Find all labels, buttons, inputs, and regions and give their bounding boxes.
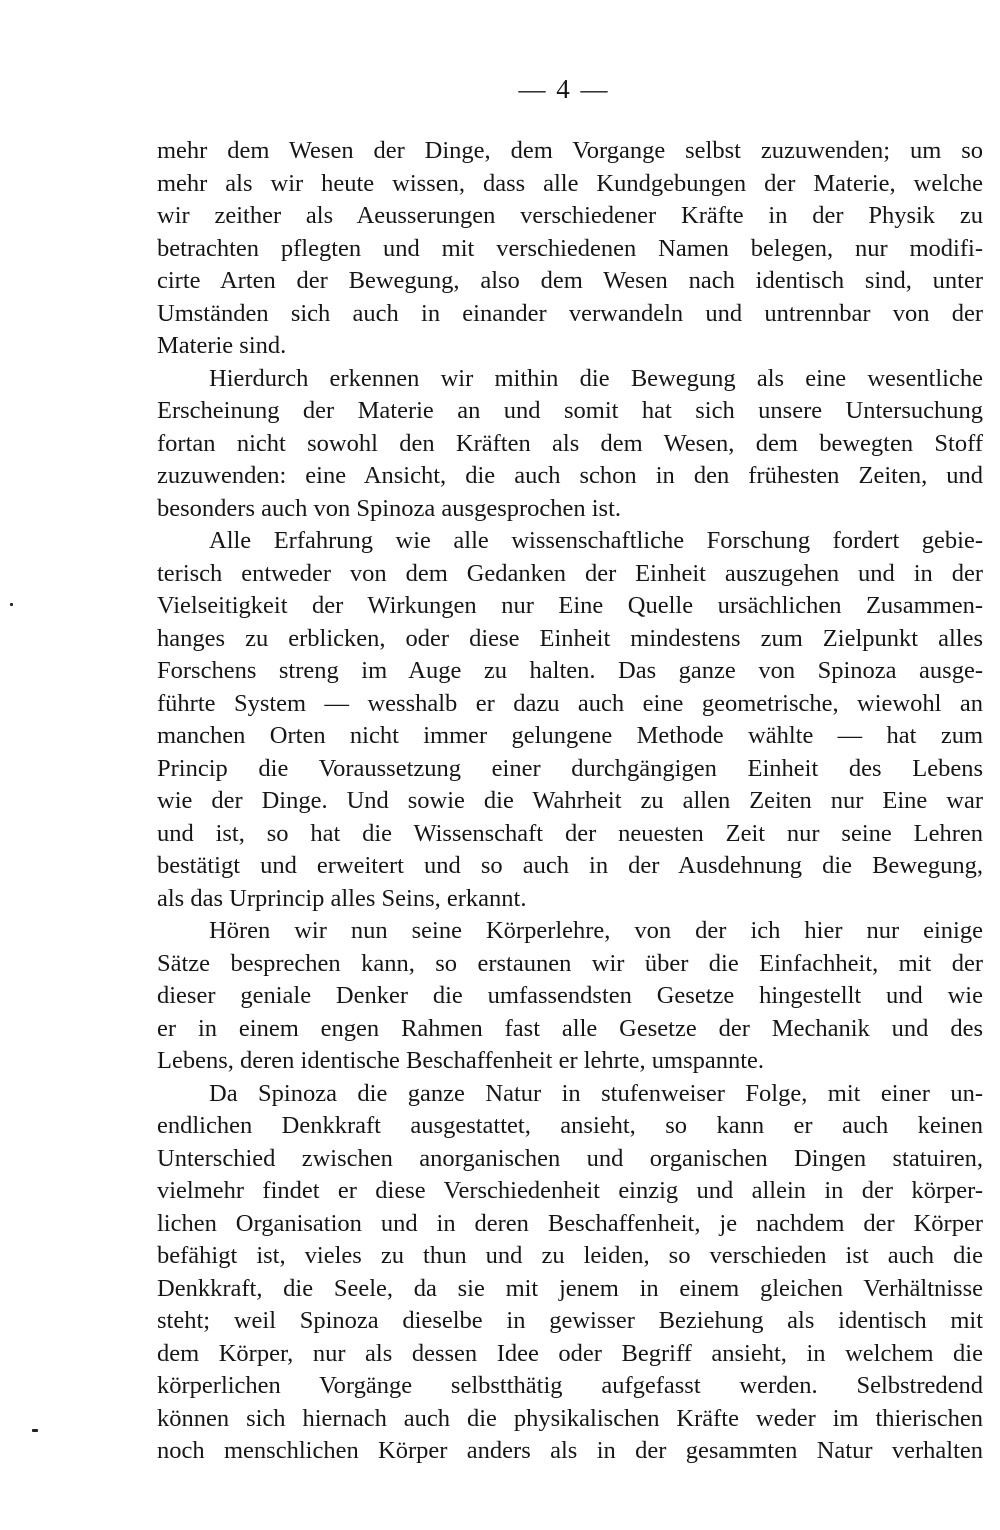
text-line: er in einem engen Rahmen fast alle Gesetze der Mechanik und des	[157, 1014, 983, 1042]
text-line: besonders auch von Spinoza ausgesprochen ist.	[157, 494, 622, 522]
body-text	[157, 135, 983, 1468]
text-line: wir zeither als Aeusserungen verschiedener Kräfte in der Physik zu	[157, 202, 983, 229]
text-line: befähigt ist, vieles zu thun und zu leiden, so verschieden ist auch die	[157, 1242, 983, 1269]
text-line: Umständen sich auch in einander verwandeln und untrennbar von der	[157, 299, 983, 327]
text-line: Da Spinoza die ganze Natur in stufenweiser Folge, mit einer un-	[209, 1079, 983, 1107]
text-line: noch menschlichen Körper anders als in der gesammten Natur verhalten	[157, 1437, 983, 1464]
text-line: fortan nicht sowohl den Kräften als dem Wesen, dem bewegten Stoff	[157, 429, 983, 457]
text-line: körperlichen Vorgänge selbstthätig aufgefasst werden. Selbstredend	[157, 1372, 983, 1399]
text-line: Erscheinung der Materie an und somit hat sich unsere Untersuchung	[157, 397, 983, 424]
text-line: hanges zu erblicken, oder diese Einheit mindestens zum Zielpunkt alles	[157, 624, 983, 652]
text-line: Unterschied zwischen anorganischen und organischen Dingen statuiren,	[157, 1144, 983, 1172]
text-line: Sätze besprechen kann, so erstaunen wir über die Einfachheit, mit der	[157, 949, 983, 977]
text-line: dieser geniale Denker die umfassendsten Gesetze hingestellt und wie	[157, 982, 983, 1009]
text-line: steht; weil Spinoza dieselbe in gewisser Beziehung als identisch mit	[157, 1307, 983, 1334]
text-line: vielmehr findet er diese Verschiedenheit einzig und allein in der körper-	[157, 1177, 983, 1204]
text-line: können sich hiernach auch die physikalischen Kräfte weder im thierischen	[157, 1404, 983, 1432]
text-line: betrachten pflegten und mit verschiedenen Namen belegen, nur modifi-	[157, 234, 983, 262]
text-line: dem Körper, nur als dessen Idee oder Begriff ansieht, in welchem die	[157, 1339, 983, 1367]
text-line: mehr dem Wesen der Dinge, dem Vorgange selbst zuzuwenden; um so	[157, 137, 983, 164]
text-line: als das Urprincip alles Seins, erkannt.	[157, 884, 527, 912]
text-line: Lebens, deren identische Beschaffenheit er lehrte, umspannte.	[157, 1047, 765, 1074]
page-number: — 4 —	[518, 74, 610, 104]
text-line: mehr als wir heute wissen, dass alle Kundgebungen der Materie, welche	[157, 169, 983, 197]
text-line: manchen Orten nicht immer gelungene Methode wählte — hat zum	[157, 722, 983, 749]
text-line: cirte Arten der Bewegung, also dem Wesen nach identisch sind, unter	[157, 267, 983, 294]
text-line: Hierdurch erkennen wir mithin die Bewegung als eine wesentliche	[209, 364, 983, 392]
text-line: endlichen Denkkraft ausgestattet, ansieht, so kann er auch keinen	[157, 1112, 983, 1139]
text-line: Denkkraft, die Seele, da sie mit jenem in einem gleichen Verhältnisse	[157, 1274, 983, 1302]
text-line: Materie sind.	[157, 332, 287, 359]
text-line: terisch entweder von dem Gedanken der Einheit auszugehen und in der	[157, 559, 983, 587]
text-line: lichen Organisation und in deren Beschaffenheit, je nachdem der Körper	[157, 1209, 983, 1237]
text-line: wie der Dinge. Und sowie die Wahrheit zu allen Zeiten nur Eine war	[157, 787, 983, 814]
text-line: zuzuwenden: eine Ansicht, die auch schon in den frühesten Zeiten, und	[157, 462, 983, 489]
margin-speck	[32, 1429, 38, 1432]
text-line: Princip die Voraussetzung einer durchgängigen Einheit des Lebens	[157, 754, 983, 782]
text-line: und ist, so hat die Wissenschaft der neuesten Zeit nur seine Lehren	[157, 819, 983, 847]
text-line: bestätigt und erweitert und so auch in der Ausdehnung die Bewegung,	[157, 852, 983, 879]
text-line: führte System — wesshalb er dazu auch eine geometrische, wiewohl an	[157, 689, 983, 717]
margin-speck	[10, 603, 13, 606]
text-line: Alle Erfahrung wie alle wissenschaftliche Forschung fordert gebie-	[209, 527, 983, 554]
text-line: Forschens streng im Auge zu halten. Das ganze von Spinoza ausge-	[157, 657, 983, 684]
text-line: Hören wir nun seine Körperlehre, von der ich hier nur einige	[209, 917, 983, 944]
text-line: Vielseitigkeit der Wirkungen nur Eine Quelle ursächlichen Zusammen-	[157, 592, 983, 619]
